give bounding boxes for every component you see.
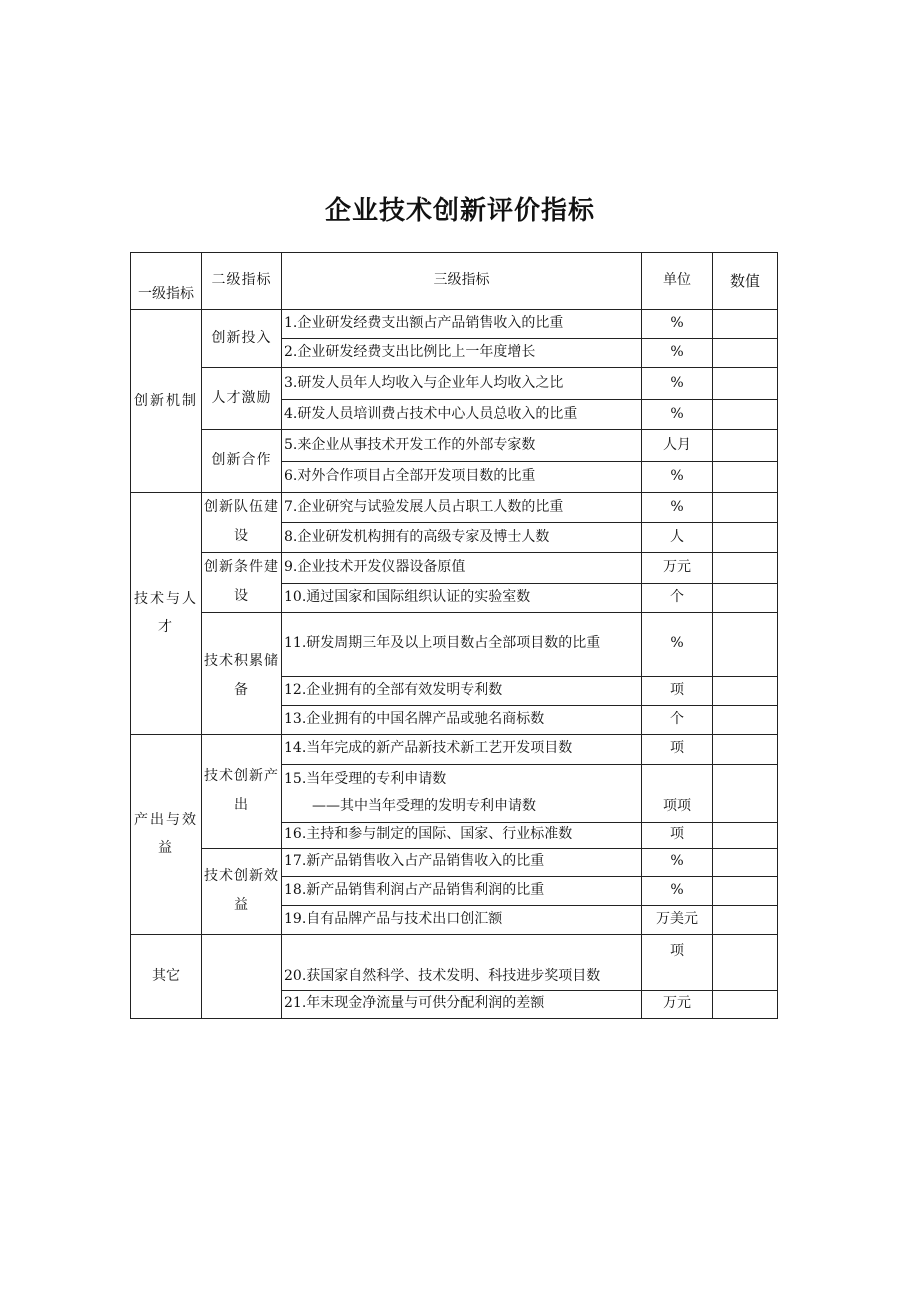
value-cell-9[interactable] (713, 552, 778, 583)
unit-3: % (642, 368, 713, 400)
value-cell-1[interactable] (713, 310, 778, 339)
header-level3: 三级指标 (282, 253, 642, 310)
unit-12: 项 (642, 676, 713, 705)
unit-19: 万美元 (642, 905, 713, 934)
header-value: 数值 (713, 253, 778, 310)
value-cell-5[interactable] (713, 430, 778, 462)
value-cell-18[interactable] (713, 876, 778, 905)
unit-7: % (642, 493, 713, 523)
indicator-1: 1.企业研发经费支出额占产品销售收入的比重 (282, 310, 642, 339)
unit-17: % (642, 848, 713, 876)
value-cell-20[interactable] (713, 934, 778, 990)
unit-14: 项 (642, 734, 713, 764)
level2-tech-accumulation: 技术积累储备 (202, 612, 282, 734)
value-cell-16[interactable] (713, 822, 778, 848)
indicator-7: 7.企业研究与试验发展人员占职工人数的比重 (282, 493, 642, 523)
indicator-11: 11.研发周期三年及以上项目数占全部项目数的比重 (282, 612, 642, 676)
indicator-8: 8.企业研发机构拥有的高级专家及博士人数 (282, 523, 642, 552)
unit-6: % (642, 462, 713, 493)
value-cell-21[interactable] (713, 990, 778, 1018)
level1-technology-talent: 技术与人才 (131, 493, 202, 735)
value-cell-17[interactable] (713, 848, 778, 876)
table-row (131, 612, 778, 676)
level2-innovation-cooperation: 创新合作 (202, 430, 282, 493)
table-row (131, 848, 778, 876)
unit-1: % (642, 310, 713, 339)
table-header-row (131, 253, 778, 310)
indicator-12: 12.企业拥有的全部有效发明专利数 (282, 676, 642, 705)
value-cell-14[interactable] (713, 734, 778, 764)
indicator-15 (282, 764, 642, 822)
unit-16: 项 (642, 822, 713, 848)
indicator-19: 19.自有品牌产品与技术出口创汇额 (282, 905, 642, 934)
unit-15: 项项 (642, 764, 713, 822)
indicator-13: 13.企业拥有的中国名牌产品或驰名商标数 (282, 705, 642, 734)
value-cell-2[interactable] (713, 339, 778, 368)
unit-2: % (642, 339, 713, 368)
indicator-2: 2.企业研发经费支出比例比上一年度增长 (282, 339, 642, 368)
page-title: 企业技术创新评价指标 (324, 196, 595, 226)
indicator-6: 6.对外合作项目占全部开发项目数的比重 (282, 462, 642, 493)
unit-5: 人月 (642, 430, 713, 462)
table-row (131, 552, 778, 583)
value-cell-8[interactable] (713, 523, 778, 552)
header-unit: 单位 (642, 253, 713, 310)
table-row (131, 493, 778, 523)
level2-innovation-benefit: 技术创新效益 (202, 848, 282, 934)
level2-talent-incentive: 人才激励 (202, 368, 282, 430)
indicator-5: 5.来企业从事技术开发工作的外部专家数 (282, 430, 642, 462)
unit-4: % (642, 400, 713, 430)
value-cell-4[interactable] (713, 400, 778, 430)
indicator-17: 17.新产品销售收入占产品销售收入的比重 (282, 848, 642, 876)
table-row (131, 430, 778, 462)
value-cell-19[interactable] (713, 905, 778, 934)
indicator-4: 4.研发人员培训费占技术中心人员总收入的比重 (282, 400, 642, 430)
unit-13: 个 (642, 705, 713, 734)
level2-innovation-input: 创新投入 (202, 310, 282, 368)
value-cell-3[interactable] (713, 368, 778, 400)
value-cell-7[interactable] (713, 493, 778, 523)
level1-innovation-mechanism: 创新机制 (131, 310, 202, 493)
level2-conditions-building: 创新条件建设 (202, 552, 282, 612)
indicator-15-main: 15.当年受理的专利申请数 (284, 771, 447, 788)
level2-team-building: 创新队伍建设 (202, 493, 282, 553)
table-row (131, 734, 778, 764)
indicator-9: 9.企业技术开发仪器设备原值 (282, 552, 642, 583)
indicator-14: 14.当年完成的新产品新技术新工艺开发项目数 (282, 734, 642, 764)
unit-8: 人 (642, 523, 713, 552)
unit-9: 万元 (642, 552, 713, 583)
indicator-21: 21.年末现金净流量与可供分配利润的差额 (282, 990, 642, 1018)
indicator-20: 20.获国家自然科学、技术发明、科技进步奖项目数 (282, 934, 642, 990)
level2-empty (202, 934, 282, 1018)
header-level1: 一级指标 (131, 253, 202, 310)
unit-18: % (642, 876, 713, 905)
indicator-16: 16.主持和参与制定的国际、国家、行业标准数 (282, 822, 642, 848)
indicator-18: 18.新产品销售利润占产品销售利润的比重 (282, 876, 642, 905)
indicator-10: 10.通过国家和国际组织认证的实验室数 (282, 583, 642, 612)
value-cell-10[interactable] (713, 583, 778, 612)
value-cell-6[interactable] (713, 462, 778, 493)
header-level2: 二级指标 (202, 253, 282, 310)
indicator-15-sub: ——其中当年受理的发明专利申请数 (312, 798, 536, 815)
unit-10: 个 (642, 583, 713, 612)
level1-other: 其它 (131, 934, 202, 1018)
indicator-3: 3.研发人员年人均收入与企业年人均收入之比 (282, 368, 642, 400)
table-row (131, 934, 778, 990)
level2-innovation-output: 技术创新产出 (202, 734, 282, 848)
value-cell-12[interactable] (713, 676, 778, 705)
value-cell-15[interactable] (713, 764, 778, 822)
value-cell-11[interactable] (713, 612, 778, 676)
indicator-table (130, 252, 778, 1019)
unit-21: 万元 (642, 990, 713, 1018)
table-row (131, 310, 778, 339)
level1-output-benefit (131, 734, 202, 934)
unit-20: 项 (642, 934, 713, 990)
level1-output-benefit-label: 产出与效益 (134, 812, 198, 857)
unit-11: % (642, 612, 713, 676)
value-cell-13[interactable] (713, 705, 778, 734)
table-row (131, 368, 778, 400)
